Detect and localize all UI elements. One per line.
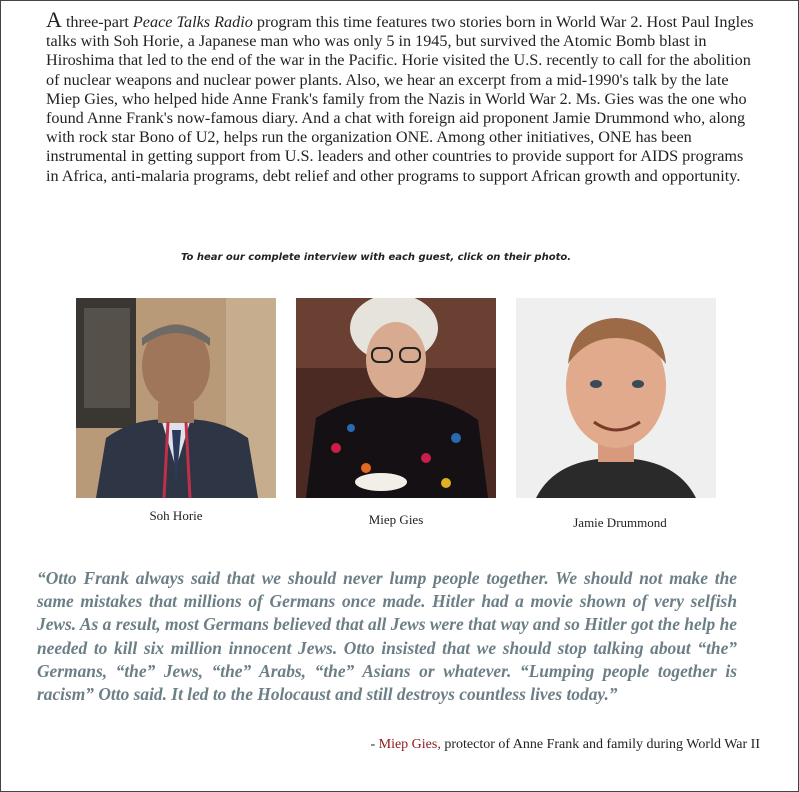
miep-gies-photo[interactable] <box>296 298 496 498</box>
jamie-drummond-portrait <box>516 298 716 498</box>
quote-author-name: Miep Gies, <box>378 737 441 752</box>
click-photo-note: To hear our complete interview with each guest, click on their photo. <box>180 252 572 263</box>
soh-horie-photo[interactable] <box>76 298 276 498</box>
soh-horie-portrait <box>76 298 276 498</box>
intro-dropcap: A <box>46 7 62 32</box>
attribution-dash: - <box>370 737 379 752</box>
quote-author-description: protector of Anne Frank and family during World War II <box>440 737 760 752</box>
jamie-drummond-photo[interactable] <box>516 298 716 498</box>
soh-horie-caption: Soh Horie <box>149 508 203 523</box>
intro-before-title: three-part <box>61 13 133 31</box>
jamie-drummond-caption: Jamie Drummond <box>573 515 667 530</box>
miep-gies-caption: Miep Gies <box>368 512 424 527</box>
intro-text: program this time features two stories born in World War 2. Host Paul Ingles talks with Soh Horie, a Japanese man who was only 5 in 1945, but survived the Atomic Bomb blast in Hiroshima that led to the end of the war in the Pacific. Horie visited the U.S. recently to call for the abolition of nuclear weapons and nuclear power plants. Also, we hear an excerpt from a mid-1990's talk by the late Miep Gies, who helped hide Anne Frank's family from the Nazis in World War 2. Ms. Gies was the one who found Anne Frank's now-famous diary. And a chat with foreign aid proponent Jamie Drummond who, along with rock star Bono of U2, helps run the organization ONE. Among other initiatives, ONE has been instrumental in getting support from U.S. leaders and other countries to provide support for AIDS programs in Africa, anti-malaria programs, debt relief and other programs to support African growth and opportunity. <box>46 13 754 185</box>
otto-frank-quote: “Otto Frank always said that we should never lump people together. We should not make the same mistakes that millions of Germans once made. Hitler had a movie shown of very selfish Jews. As a result, most Germans believed that all Jews were that way and so Hitler got the help he needed to kill six million innocent Jews. Otto insisted that we should stop talking about “the” Germans, “the” Jews, “the” Arabs, “the” Asians or whatever. “Lumping people together is racism” Otto said. It led to the Holocaust and still destroys countless lives today.” <box>37 568 737 705</box>
quote-attribution <box>0 737 760 753</box>
program-title: Peace Talks Radio <box>132 13 253 31</box>
intro-paragraph <box>46 7 756 186</box>
miep-gies-portrait <box>296 298 496 498</box>
